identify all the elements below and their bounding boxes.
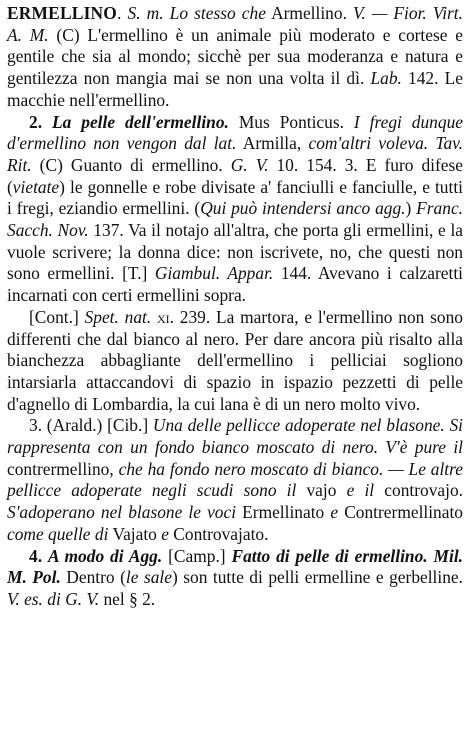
term: Contrermellinato — [338, 502, 464, 523]
entry-paragraph-3 — [7, 307, 463, 416]
source-citation: com'altri voleva. Tav. Rit. — [7, 133, 463, 175]
quotation: (C) L'ermellino è un animale più moderato e cortese e gentile che sia al mondo; sicchè per sua moderanza e natura e gentilezza non mangia mai se non una volta il dì. — [7, 24, 463, 89]
entry-paragraph-2 — [7, 112, 463, 307]
source-citation: Franc. Sacch. Nov. — [7, 198, 464, 241]
quotation: ) le gonnelle e robe divisate a' fanciulli e fanciulle, e tutti i fregi, eziandio ermellini. ( — [7, 176, 463, 219]
text-run: [Camp.] — [162, 545, 232, 566]
source-citation: G. V. — [230, 154, 269, 175]
sense-definition: che ha fondo nero moscato di bianco. — Le altre pellicce adoperate negli scudi sono il — [7, 458, 463, 501]
quotation: 144. Avevano i calzaretti incarnati con certi ermellini sopra. — [7, 263, 463, 306]
source-citation: Giambul. Appar. — [154, 263, 274, 284]
quotation: 137. Va il notajo all'altra, che porta gli ermellini, e la vuole scrivere; la donna dice: non iscrivete, no, che questi non sono ermellini. [T.] — [7, 220, 463, 284]
sense-definition: Una delle pellicce adoperate nel blasone. Si rappresenta con un fondo bianco moscato di nero. V'è pure il — [7, 415, 463, 458]
sense-definition: S'adoperano nel blasone le voci — [7, 502, 237, 523]
source-citation: V. — Fior. Virt. A. M. — [7, 3, 463, 45]
text-run: e — [330, 502, 339, 523]
text-run: ) — [405, 198, 417, 219]
entry-paragraph-4 — [7, 415, 463, 545]
text-run: Mus Ponticus. — [228, 111, 354, 132]
source-citation: Spet. nat. — [84, 306, 152, 327]
entry-paragraph-5 — [7, 546, 463, 611]
text-run: Armellino. — [265, 3, 354, 23]
roman-numeral: xi — [151, 306, 170, 327]
term: vajo — [296, 480, 347, 501]
quotation: (C) Guanto di ermellino. — [31, 154, 231, 175]
text-run: e il — [346, 480, 375, 501]
term: controvajo. — [374, 480, 463, 501]
quotation: ) son tutte di pelli ermelline e gerbelline. — [171, 567, 463, 588]
text-run: come quelle di — [7, 523, 109, 544]
sense-number: 2. — [29, 111, 52, 132]
grammar-label: A modo di Agg. — [47, 545, 163, 566]
grammar-label: S. m. Lo stesso che — [127, 3, 266, 23]
text-run: . — [117, 3, 122, 23]
text-run: e — [161, 523, 169, 544]
gloss: vietate — [12, 176, 60, 197]
text-run: nel § 2. — [99, 588, 156, 609]
editor-note: Qui può intendersi anco agg. — [200, 198, 406, 219]
quotation: . 239. La martora, e l'ermellino non sono differenti che dal bianco al nero. Per dare ancora più risalto alla bianchezza abbagliante dell'ermellino i pelliciai sogliono intarsiarla attaccandovi di spazio in ispazio pezzetti di pelle d'agnello di Lombardia, la cui lana è di un nero molto vivo. — [7, 306, 463, 414]
sense-definition: Fatto di pelle di ermellino. Mil. M. Pol. — [7, 545, 464, 588]
entry-paragraph-1 — [7, 3, 463, 112]
term: Controvajato. — [168, 523, 269, 544]
cross-reference: V. es. di G. V. — [7, 588, 100, 609]
sense-number: 3. (Arald.) [Cib.] — [29, 415, 153, 436]
sense-number: 4. — [29, 545, 48, 566]
gloss: le sale — [125, 567, 172, 588]
etymology-note: I fregi dunque d'ermellino non vengon dal lat. — [7, 111, 463, 154]
source-citation: Lab. — [370, 68, 402, 89]
quotation: 10. 154. 3. E furo difese ( — [7, 154, 464, 197]
quotation: Dentro ( — [60, 567, 126, 588]
quotation: 142. Le macchie nell'ermellino. — [7, 68, 463, 110]
sense-definition: La pelle dell'ermellino. — [52, 111, 229, 132]
text-run: [Cont.] — [29, 306, 85, 327]
term: Vajato — [108, 523, 162, 544]
text-run: Armilla, — [236, 133, 309, 154]
term: contrermellino, — [7, 458, 119, 479]
headword: ERMELLINO — [7, 3, 118, 23]
term: Ermellinato — [236, 502, 331, 523]
